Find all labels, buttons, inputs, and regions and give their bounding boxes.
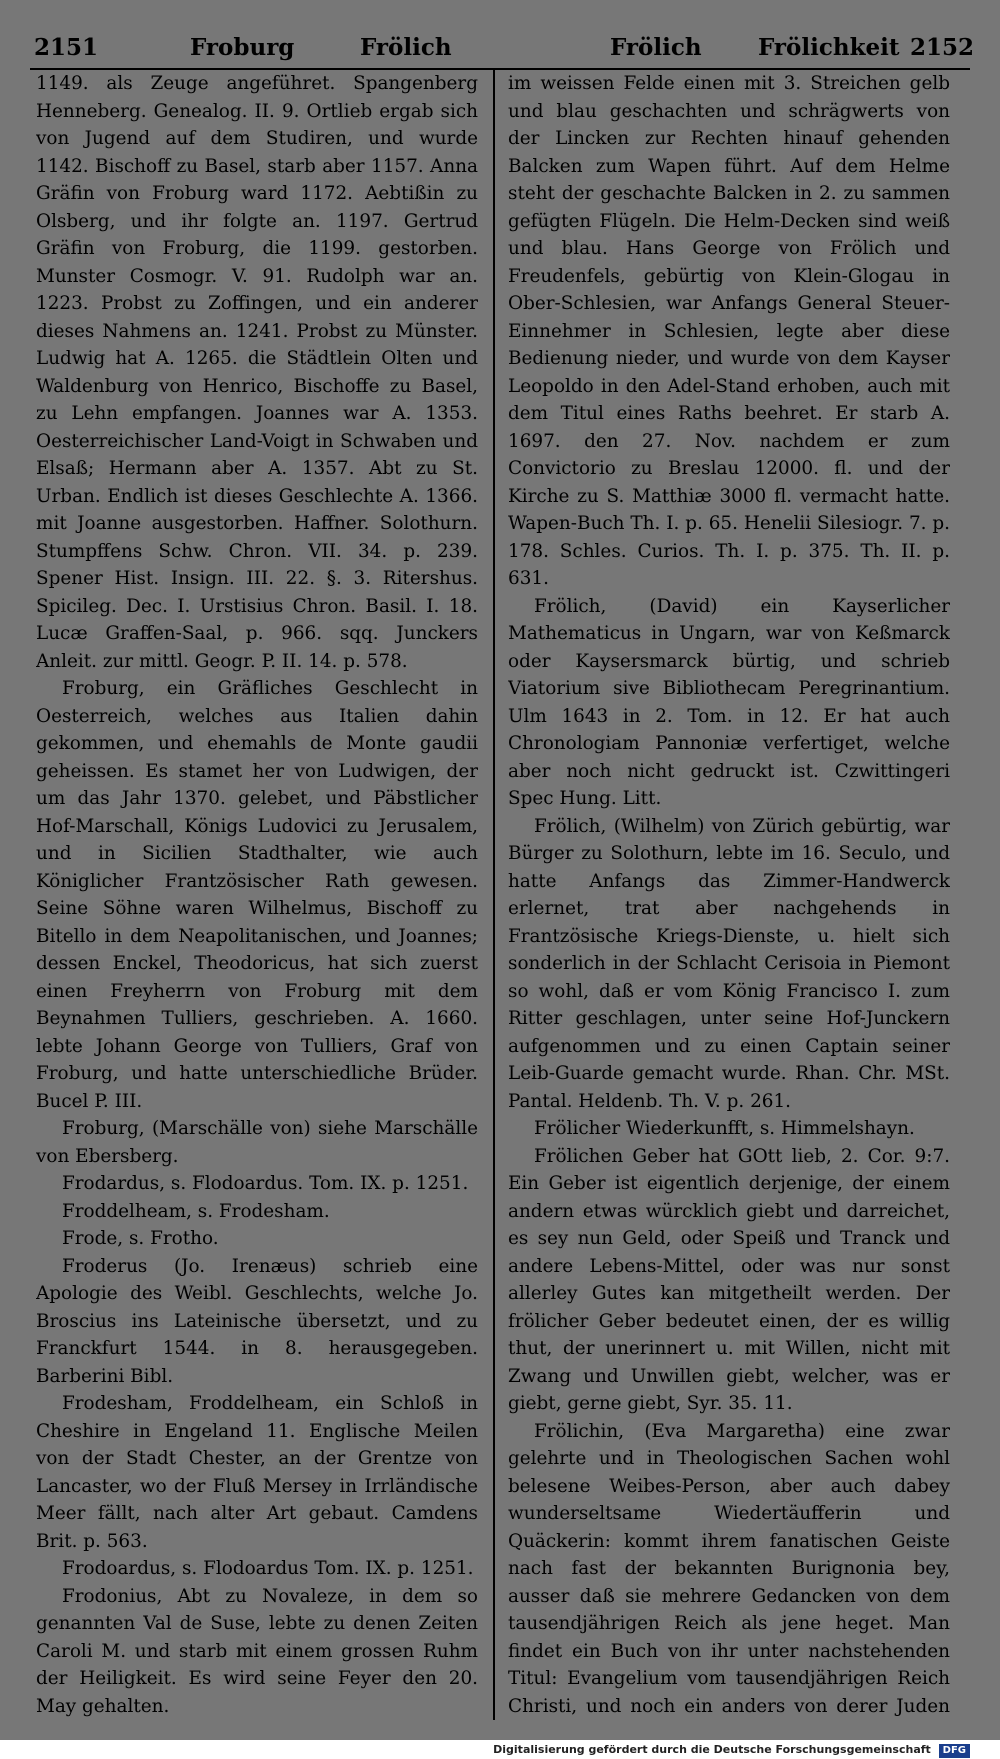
credit-text: Digitalisierung gefördert durch die Deutsche Forschungsgemeinschaft — [493, 1743, 931, 1756]
right-column — [508, 70, 950, 1720]
entry: Froderus (Jo. Irenæus) schrieb eine Apologie des Weibl. Geschlechts, welche Jo. Broscius ins Lateinische übersetzt, und zu Franckfurt 1544. in 8. herausgegeben. Barberini Bibl. — [36, 1255, 478, 1387]
running-head-1: Froburg — [190, 34, 295, 61]
page-number-right: 2152 — [910, 34, 975, 61]
running-head-3: Frölich — [610, 34, 702, 61]
entry: Froburg, ein Gräfliches Geschlecht in Oesterreich, welches aus Italien dahin gekommen, und ehemahls de Monte gaudii geheissen. Es stamet her von Ludwigen, der um das Jahr 1370. gelebet, und Päbstlicher Hof-Marschall, Königs Ludovici zu Jerusalem, und in Sicilien Stadthalter, wie auch Königlicher Frantzösischer Rath gewesen. Seine Söhne waren Wilhelmus, Bischoff zu Bitello in dem Neapolitanischen, und Joannes; dessen Enckel, Theodoricus, hat sich zuerst einen Freyherrn von Froburg mit dem Beynahmen Tulliers, geschrieben. A. 1660. lebte Johann George von Tulliers, Graf von Froburg, und hatte unterschiedliche Brüder. Bucel P. III. — [36, 678, 478, 1112]
entry: Frölich, (Wilhelm) von Zürich gebürtig, war Bürger zu Solothurn, lebte im 16. Seculo, und hatte Anfangs das Zimmer-Handwerck erlernet, trat aber nachgehends in Frantzösische Kriegs-Dienste, u. hielt sich sonderlich in der Schlacht Cerisoia in Piemont so wohl, daß er vom König Francisco I. zum Ritter geschlagen, unter seine Hof-Junckern aufgenommen und zu einen Captain seiner Leib-Guarde gemacht wurde. Rhan. Chr. MSt. Pantal. Heldenb. Th. V. p. 261. — [508, 815, 950, 1112]
dfg-logo: DFG — [939, 1744, 970, 1758]
entry: Frode, s. Frotho. — [62, 1228, 219, 1249]
entry: Frölichin, (Eva Margaretha) eine zwar gelehrte und in Theologischen Sachen wohl belesene Weibes-Person, aber auch dabey wunderseltsame Wiedertäufferin und Quäckerin: kommt ihrem fanatischen Geiste nach fast der bekannten Burignonia bey, ausser daß sie mehrere Gedancken von dem tausendjährigen Reich als jene heget. Man findet ein Buch von ihr unter nachstehenden Titul: Evangelium vom tausendjährigen Reich Christi, und noch ein anders von derer Juden — [508, 1420, 950, 1717]
entry: Frölichen Geber hat GOtt lieb, 2. Cor. 9:7. Ein Geber ist eigentlich derjenige, der einem andern etwas würcklich giebt und darreichet, es sey nun Geld, oder Speiß und Tranck und andere Lebens-Mittel, oder was nur sonst allerley Gutes kan mitgetheilt werden. Der frölicher Geber bedeutet einen, der es willig thut, der unerinnert u. mit Willen, nicht mit Zwang und Unwillen giebt, welcher, was er giebt, gerne giebt, Syr. 35. 11. — [508, 1145, 950, 1414]
entry: Froburg, (Marschälle von) siehe Marschälle von Ebersberg. — [36, 1118, 478, 1167]
entry: Frölich, (David) ein Kayserlicher Mathematicus in Ungarn, war von Keßmarck oder Kaysersmarck bürtig, und schrieb Viatorium sive Bibliothecam Peregrinantium. Ulm 1643 in 2. Tom. in 12. Er hat auch Chronologiam Pannoniæ verfertiget, welche aber noch nicht gedruckt ist. Czwittingeri Spec Hung. Litt. — [508, 595, 950, 809]
running-head-4: Frölichkeit — [758, 34, 900, 61]
entry: Frodardus, s. Flodoardus. Tom. IX. p. 1251. — [62, 1173, 469, 1194]
entry: 1149. als Zeuge angeführet. Spangenberg Henneberg. Genealog. II. 9. Ortlieb ergab sich von Jugend auf dem Studiren, und wurde 1142. Bischoff zu Basel, starb aber 1157. Anna Gräfin von Froburg ward 1172. Aebtißin zu Olsberg, und ihr folgte an. 1197. Gertrud Gräfin von Froburg, die 1199. gestorben. Munster Cosmogr. V. 91. Rudolph war an. 1223. Probst zu Zoffingen, und ein anderer dieses Nahmens an. 1241. Probst zu Münster. Ludwig hat A. 1265. die Städtlein Olten und Waldenburg von Henrico, Bischoffe zu Basel, zu Lehn empfangen. Joannes war A. 1353. Oesterreichischer Land-Voigt in Schwaben und Elsaß; Hermann aber A. 1357. Abt zu St. Urban. Endlich ist dieses Geschlechte A. 1366. mit Joanne ausgestorben. Haffner. Solothurn. Stumpffens Schw. Chron. VII. 34. p. 239. Spener Hist. Insign. III. 22. §. 3. Ritershus. Spicileg. Dec. I. Urstisius Chron. Basil. I. 18. Lucæ Graffen-Saal, p. 966. sqq. Junckers Anleit. zur mittl. Geogr. P. II. 14. p. 578. — [36, 73, 478, 672]
entry: Froddelheam, s. Frodesham. — [62, 1200, 330, 1222]
running-head-2: Frölich — [360, 34, 452, 61]
entry: Frodonius, Abt zu Novaleze, in dem so genannten Val de Suse, lebte zu denen Zeiten Caroli M. und starb mit einem grossen Ruhm der Heiligkeit. Es wird seine Feyer den 20. May gehalten. — [36, 1585, 478, 1717]
page-number-left: 2151 — [34, 34, 99, 61]
page-header — [30, 30, 975, 70]
entry: Frodesham, Froddelheam, ein Schloß in Cheshire in Engeland 11. Englische Meilen von der Stadt Chester, an der Grentze von Lancaster, wo der Fluß Mersey in Irrländische Meer fällt, nach alter Art gebaut. Camdens Brit. p. 563. — [36, 1393, 478, 1552]
footer — [0, 1740, 1000, 1759]
entry: im weissen Felde einen mit 3. Streichen gelb und blau geschachten und schrägwerts von der Lincken zur Rechten hinauf gehenden Balcken zum Wapen führt. Auf dem Helme steht der geschachte Balcken in 2. zu sammen gefügten Flügeln. Die Helm-Decken sind weiß und blau. Hans George von Frölich und Freudenfels, gebürtig von Klein-Glogau in Ober-Schlesien, war Anfangs General Steuer-Einnehmer in Schlesien, legte aber diese Bedienung nieder, und wurde von dem Kayser Leopoldo in den Adel-Stand erhoben, auch mit dem Titul eines Raths beehret. Er starb A. 1697. den 27. Nov. nachdem er zum Convictorio zu Breslau 12000. fl. und der Kirche zu S. Matthiæ 3000 fl. vermacht hatte. Wapen-Buch Th. I. p. 65. Henelii Silesiogr. 7. p. 178. Schles. Curios. Th. I. p. 375. Th. II. p. 631. — [508, 73, 950, 589]
entry: Frodoardus, s. Flodoardus Tom. IX. p. 1251. — [62, 1558, 474, 1579]
funding-credit — [493, 1740, 970, 1759]
entry: Frölicher Wiederkunfft, s. Himmelshayn. — [534, 1118, 915, 1139]
column-divider — [493, 70, 495, 1720]
left-column — [36, 70, 478, 1720]
